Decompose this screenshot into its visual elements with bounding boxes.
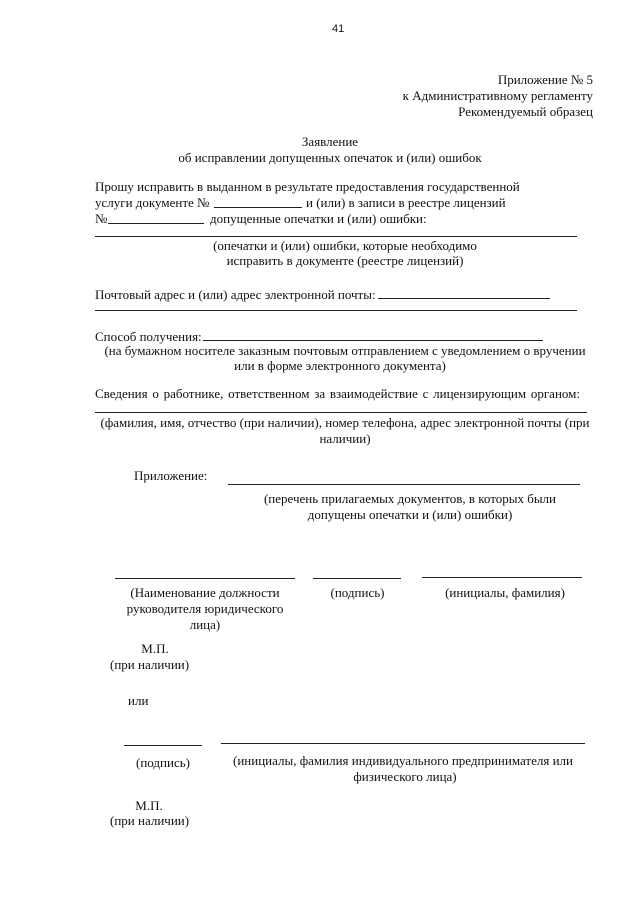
initials-caption: (инициалы, фамилия)	[445, 585, 565, 600]
document-title: Заявление	[301, 134, 359, 149]
address-label: Почтовый адрес и (или) адрес электронной почты:	[95, 287, 376, 302]
individual-initials-caption-2: физического лица)	[353, 769, 457, 784]
employee-word: за	[314, 386, 326, 401]
stamp-note: (при наличии)	[110, 657, 190, 672]
employee-label	[95, 385, 580, 402]
employee-field[interactable]	[95, 412, 587, 413]
individual-signature-caption: (подпись)	[136, 755, 190, 770]
method-note-1: (на бумажном носителе заказным почтовым отправлением с уведомлением о вручении	[104, 343, 586, 358]
employee-word: ответственном	[228, 386, 310, 401]
annex-number: Приложение № 5	[497, 72, 593, 87]
or-text: или	[128, 693, 149, 708]
employee-word: лицензирующим	[433, 386, 527, 401]
attachment-field[interactable]	[228, 484, 580, 485]
stamp-note: (при наличии)	[110, 813, 190, 828]
annex-regulation: к Административному регламенту	[402, 88, 593, 103]
address-field-continued[interactable]	[95, 310, 577, 311]
page-number: 41	[332, 23, 345, 35]
position-caption-3: лица)	[189, 617, 221, 632]
annex-sample-note: Рекомендуемый образец	[458, 104, 593, 119]
annex-header	[403, 72, 593, 120]
errors-note-1: (опечатки и (или) ошибки, которые необходимо	[213, 238, 477, 253]
employee-word: работнике,	[163, 386, 224, 401]
position-caption-2: руководителя юридического	[126, 601, 284, 616]
attachment-note-1: (перечень прилагаемых документов, в которых были	[263, 491, 557, 506]
position-caption-1: (Наименование должности	[130, 585, 280, 600]
employee-note-2: наличии)	[319, 431, 371, 446]
document-number-field[interactable]	[214, 207, 302, 208]
individual-signature-field[interactable]	[124, 745, 202, 746]
attachment-label: Приложение:	[134, 468, 208, 483]
document-subtitle: об исправлении допущенных опечаток и (или) ошибок	[178, 150, 482, 165]
registry-number-field[interactable]	[108, 223, 204, 224]
employee-word: взаимодействие	[329, 386, 418, 401]
request-line-3-start: №	[95, 211, 108, 226]
request-line-2-start: услуги документе №	[95, 195, 210, 210]
request-line-3-end: допущенные опечатки и (или) ошибки:	[210, 211, 427, 226]
employee-note-1: (фамилия, имя, отчество (при наличии), номер телефона, адрес электронной почты (при	[100, 415, 590, 430]
method-label: Способ получения:	[95, 329, 202, 344]
individual-initials-field[interactable]	[221, 743, 585, 744]
stamp-label: М.П.	[141, 641, 169, 656]
address-field[interactable]	[378, 298, 550, 299]
errors-note-2: исправить в документе (реестре лицензий)	[226, 253, 464, 268]
employee-word: с	[422, 386, 429, 401]
individual-initials-caption-1: (инициалы, фамилия индивидуального предпринимателя или	[233, 753, 573, 768]
attachment-note-2: допущены опечатки и (или) ошибки)	[307, 507, 513, 522]
signature-caption: (подпись)	[330, 585, 385, 600]
request-line-2-end: и (или) в записи в реестре лицензий	[306, 195, 506, 210]
request-line-1: Прошу исправить в выданном в результате предоставления государственной	[95, 179, 520, 194]
employee-word: о	[152, 386, 159, 401]
employee-word: органом:	[530, 386, 580, 401]
stamp-label: М.П.	[135, 798, 163, 813]
signature-field[interactable]	[313, 578, 401, 579]
employee-word: Сведения	[95, 386, 148, 401]
initials-field[interactable]	[422, 577, 582, 578]
method-note-2: или в форме электронного документа)	[234, 358, 446, 373]
position-field[interactable]	[115, 578, 295, 579]
method-field[interactable]	[203, 340, 543, 341]
